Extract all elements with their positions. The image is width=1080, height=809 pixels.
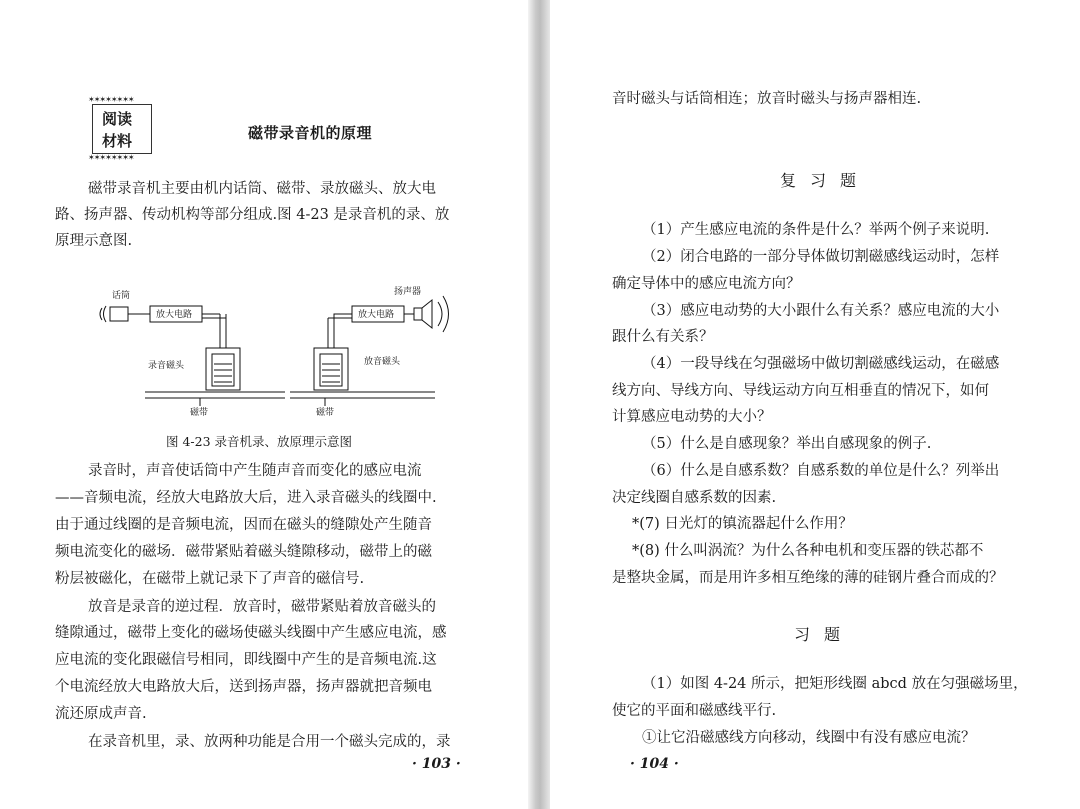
review-question: *(7) 日光灯的镇流器起什么作用？: [632, 516, 853, 532]
paragraph-line: 路、扬声器、传动机构等部分组成.图 4-23 是录音机的录、放: [55, 207, 450, 223]
review-heading: 复习题: [780, 171, 871, 190]
mic-label: 话筒: [112, 291, 131, 301]
review-question: 确定导体中的感应电流方向？: [612, 276, 801, 292]
review-question: （6）什么是自感系数？自感系数的单位是什么？列举出: [642, 463, 1000, 479]
review-question: （5）什么是自感现象？举出自感现象的例子.: [642, 436, 932, 452]
paragraph-line: 录音时，声音使话筒中产生随声音而变化的感应电流: [88, 463, 422, 479]
paragraph-line: 应电流的变化跟磁信号相同，即线圈中产生的是音频电流.这: [55, 652, 437, 668]
left-page: [0, 0, 528, 809]
review-question: 跟什么有关系？: [612, 329, 714, 345]
exercise-heading: 习题: [794, 625, 855, 644]
review-question: *(8) 什么叫涡流？为什么各种电机和变压器的铁芯都不: [632, 543, 984, 559]
paragraph-line: ——音频电流，经放大电路放大后，进入录音磁头的线圈中.: [55, 490, 437, 506]
speaker-icon: [414, 308, 422, 320]
exercise-line: 使它的平面和磁感线平行.: [612, 703, 777, 719]
paragraph-line: 由于通过线圈的是音频电流，因而在磁头的缝隙处产生随音: [55, 517, 432, 533]
microphone-icon: [110, 307, 128, 321]
star-border-bottom: ✶✶✶✶✶✶✶✶: [88, 153, 134, 162]
play-head-label: 放音磁头: [364, 357, 401, 367]
speaker-label: 扬声器: [394, 287, 422, 297]
review-question: 线方向、导线方向、导线运动方向互相垂直的情况下，如何: [612, 383, 989, 399]
record-head-label: 录音磁头: [148, 361, 185, 371]
review-question: （4）一段导线在匀强磁场中做切割磁感线运动，在磁感: [642, 356, 1000, 372]
box-word-reading: 阅读: [102, 110, 133, 128]
tape-label-right: 磁带: [316, 408, 335, 418]
paragraph-line: 个电流经放大电路放大后，送到扬声器，扬声器就把音频电: [55, 679, 432, 695]
exercise-line: ①让它沿磁感线方向移动，线圈中有没有感应电流？: [642, 730, 976, 746]
paragraph-line: 放音是录音的逆过程．放音时，磁带紧贴着放音磁头的: [88, 599, 436, 615]
star-border-top: ✶✶✶✶✶✶✶✶: [88, 95, 134, 104]
page-number-right: · 104 ·: [630, 756, 679, 772]
review-question: 计算感应电动势的大小？: [612, 409, 772, 425]
review-question: （3）感应电动势的大小跟什么有关系？感应电流的大小: [642, 303, 1000, 319]
right-page: [550, 0, 1080, 809]
page-number-left: · 103 ·: [412, 756, 461, 772]
article-title: 磁带录音机的原理: [248, 124, 373, 142]
exercise-line: （1）如图 4-24 所示，把矩形线圈 abcd 放在匀强磁场里，: [642, 676, 1028, 692]
paragraph-line: 磁带录音机主要由机内话筒、磁带、录放磁头、放大电: [88, 181, 436, 197]
review-question: 是整块金属，而是用许多相互绝缘的薄的硅钢片叠合而成的？: [612, 570, 1004, 586]
review-question: （2）闭合电路的一部分导体做切割磁感线运动时，怎样: [642, 249, 1000, 265]
review-question: 决定线圈自感系数的因素.: [612, 490, 777, 506]
tape-label-left: 磁带: [190, 408, 209, 418]
amp-label-right: 放大电路: [358, 310, 395, 320]
recorder-diagram: [90, 280, 460, 420]
paragraph-line: 音时磁头与话筒相连；放音时磁头与扬声器相连.: [612, 91, 922, 107]
paragraph-line: 在录音机里，录、放两种功能是合用一个磁头完成的，录: [88, 734, 451, 750]
box-word-material: 材料: [102, 132, 133, 150]
paragraph-line: 流还原成声音.: [55, 706, 147, 722]
figure-4-23: [90, 280, 460, 420]
paragraph-line: 原理示意图.: [55, 233, 133, 249]
figure-caption: 图 4-23 录音机录、放原理示意图: [166, 434, 353, 449]
paragraph-line: 缝隙通过，磁带上变化的磁场使磁头线圈中产生感应电流，感: [55, 625, 447, 641]
amp-label-left: 放大电路: [156, 310, 193, 320]
sound-wave-icon: [100, 308, 102, 320]
book-gutter: [528, 0, 550, 809]
reading-material-box: [88, 96, 160, 162]
review-question: （1）产生感应电流的条件是什么？举两个例子来说明.: [642, 222, 990, 238]
paragraph-line: 频电流变化的磁场．磁带紧贴着磁头缝隙移动，磁带上的磁: [55, 544, 432, 560]
paragraph-line: 粉层被磁化，在磁带上就记录下了声音的磁信号.: [55, 571, 365, 587]
